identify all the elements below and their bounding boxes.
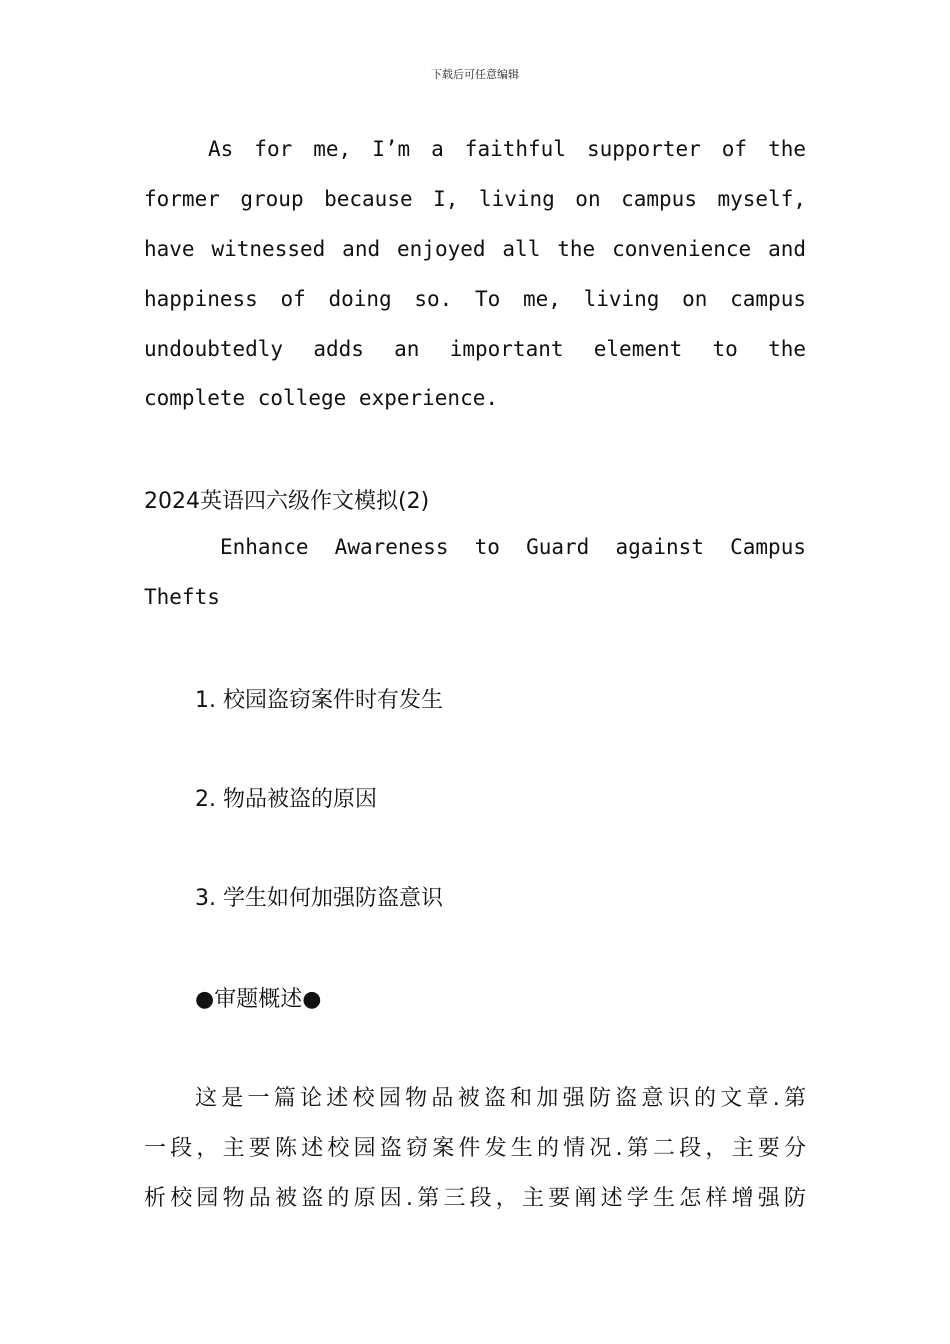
overview-line: 析校园物品被盗的原因.第三段，主要阐述学生怎样增强防 xyxy=(144,1186,806,1211)
paragraph-line: complete college experience. xyxy=(144,386,499,410)
paragraph-line: have witnessed and enjoyed all the convenience and xyxy=(144,237,806,261)
page-header: 下载后可任意编辑 xyxy=(431,68,519,81)
essay-title-line: Thefts xyxy=(144,585,220,609)
paragraph-line: As for me, I’m a faithful supporter of the xyxy=(208,137,806,161)
overview-heading: ●审题概述● xyxy=(195,987,322,1012)
section-title: 2024英语四六级作文模拟(2) xyxy=(144,489,430,514)
paragraph-line: undoubtedly adds an important element to the xyxy=(144,337,806,361)
overview-line: 一段，主要陈述校园盗窃案件发生的情况.第二段，主要分 xyxy=(144,1136,806,1161)
paragraph-line: former group because I, living on campus myself, xyxy=(144,187,806,211)
essay-title-line: Enhance Awareness to Guard against Campus xyxy=(220,535,806,559)
overview-line: 这是一篇论述校园物品被盗和加强防盗意识的文章.第 xyxy=(195,1086,806,1111)
outline-item: 2. 物品被盗的原因 xyxy=(195,787,377,812)
paragraph-line: happiness of doing so. To me, living on campus xyxy=(144,287,806,311)
outline-item: 1. 校园盗窃案件时有发生 xyxy=(195,688,443,713)
outline-item: 3. 学生如何加强防盗意识 xyxy=(195,886,443,911)
